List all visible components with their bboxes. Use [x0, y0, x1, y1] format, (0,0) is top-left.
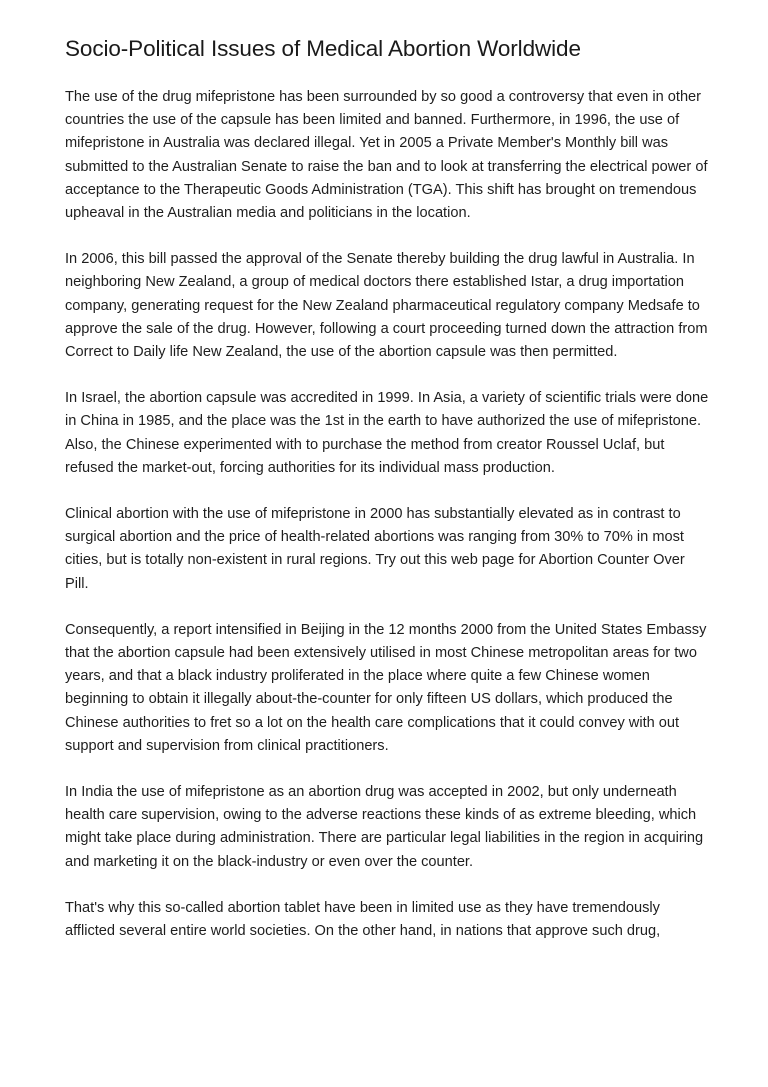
paragraph-limited-use: That's why this so-called abortion tablet have been in limited use as they have tremendously afflicted several entire world societies. On the other hand, in nations that approve such drug,: [65, 899, 661, 940]
paragraph-israel-china: In Israel, the abortion capsule was accredited in 1999. In Asia, a variety of scientific trials were done in China in 1985, and the place was the 1st in the earth to have authorized the use of mifepristone. Also, the Chinese experimented with to purchase the method from creator Roussel Uclaf, but refused the market-out, forcing authorities for its individual mass production.: [65, 390, 709, 476]
paragraph-australia-new-zealand: In 2006, this bill passed the approval of the Senate thereby building the drug lawful in Australia. In neighboring New Zealand, a group of medical doctors there established Istar, a drug importation company, generating request for the New Zealand pharmaceutical regulatory company Medsafe to approve the sale of the drug. However, following a court proceeding turned down the attraction from Correct to Daily life New Zealand, the use of the abortion capsule was then permitted.: [65, 251, 708, 361]
paragraph-clinical-abortion: Clinical abortion with the use of mifepristone in 2000 has substantially elevated as in contrast to surgical abortion and the price of health-related abortions was ranging from 30% to 70% in most cities, but is totally non-existent in rural regions. Try out this web page for Abortion Counter Over Pill.: [65, 506, 685, 592]
paragraph-beijing-report: Consequently, a report intensified in Beijing in the 12 months 2000 from the United States Embassy that the abortion capsule had been extensively utilised in most Chinese metropolitan areas for two years, and that a black industry proliferated in the place where quite a few Chinese women beginning to obtain it illegally about-the-counter for only fifteen US dollars, which produced the Chinese authorities to fret so a lot on the health care complications that it could convey with out support and supervision from clinical practitioners.: [65, 621, 707, 754]
page-title: Socio-Political Issues of Medical Abortion Worldwide: [65, 36, 581, 61]
paragraph-australia-ban: The use of the drug mifepristone has been surrounded by so good a controversy that even in other countries the use of the capsule has been limited and banned. Furthermore, in 1996, the use of mifepristone in Australia was declared illegal. Yet in 2005 a Private Member's Monthly bill was submitted to the Australian Senate to raise the ban and to look at transferring the electrical power of acceptance to the Therapeutic Goods Administration (TGA). This shift has brought on tremendous upheaval in the Australian media and politicians in the location.: [65, 89, 708, 222]
document-page: [65, 34, 710, 966]
paragraph-india: In India the use of mifepristone as an abortion drug was accepted in 2002, but only underneath health care supervision, owing to the adverse reactions these kinds of as extreme bleeding, which might take place during administration. There are particular legal liabilities in the region in acquiring and marketing it on the black-industry or even over the counter.: [65, 784, 704, 870]
document-body: [65, 86, 710, 943]
